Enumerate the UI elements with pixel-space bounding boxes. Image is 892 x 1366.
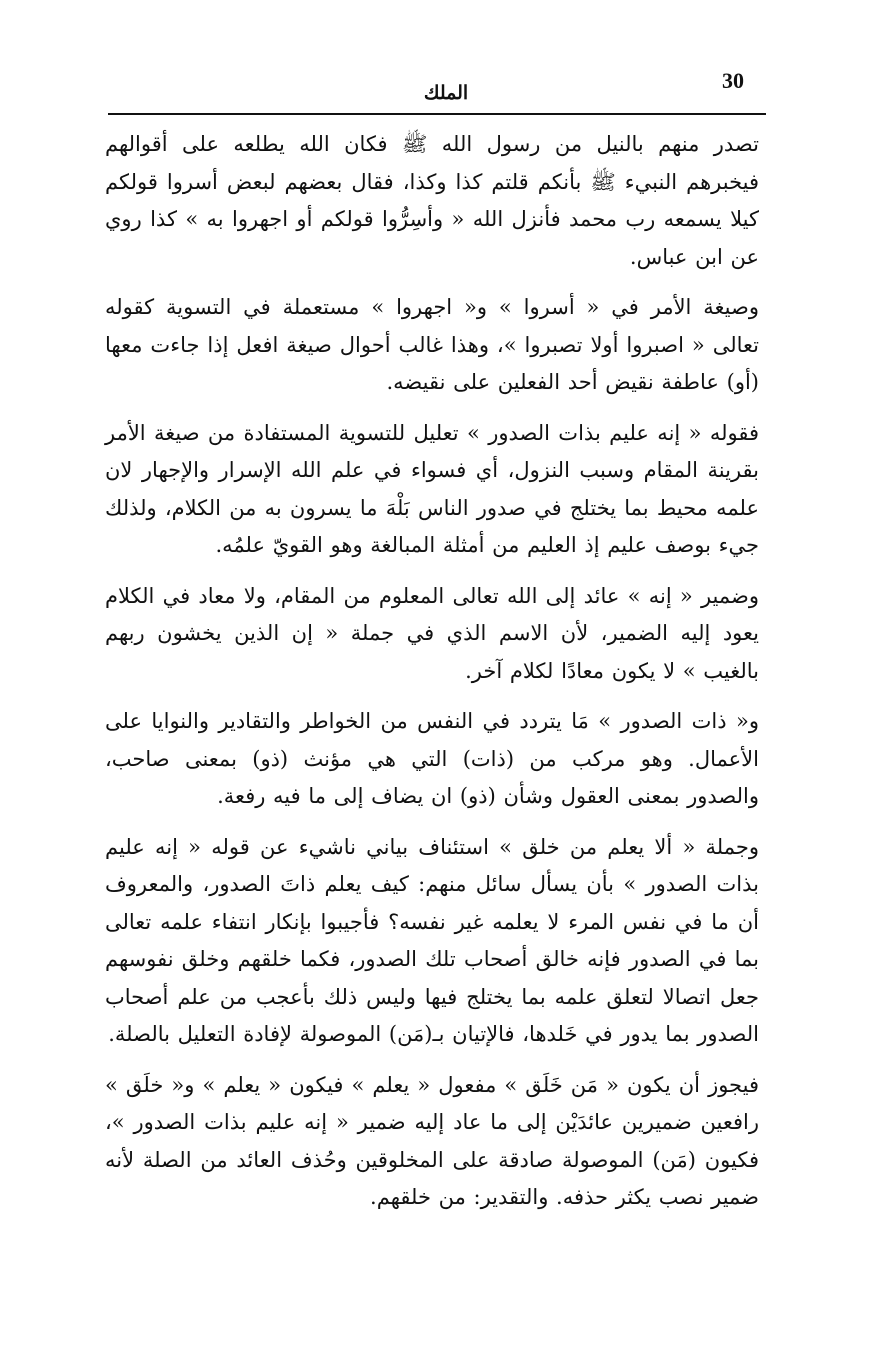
paragraph-6: وجملة « ألا يعلم من خلق » استئناف بياني ناشيء عن قوله « إنه عليم بذات الصدور » بأن يسأل سائل منهم: كيف يعلم ذاتَ الصدور، والمعروف أن ما في نفس المرء لا يعلمه غير نفسه؟ فأجيبوا بإنكار انتفاء علمه تعالى بما في الصدور فإنه خالق أصحاب تلك الصدور، فكما خلقهم وخلق نفوسهم جعل اتصالا لتعلق علمه بما يختلج فيها وليس ذلك بأعجب من علم أصحاب الصدور بما يدور في خَلدها، فالإتيان بـ(مَن) الموصولة لإفادة التعليل بالصلة. xyxy=(105,834,760,1046)
paragraph-4: وضمير « إنه » عائد إلى الله تعالى المعلوم من المقام، ولا معاد في الكلام يعود إليه الضمير، لأن الاسم الذي في جملة « إن الذين يخشون ربهم بالغيب » لا يكون معادًا لكلام آخر. xyxy=(105,583,759,683)
running-header-title: الملك xyxy=(423,82,469,104)
paragraph-5: و« ذات الصدور » مَا يتردد في النفس من الخواطر والتقادير والنوايا على الأعمال. وهو مركب من (ذات) التي هي مؤنث (ذو) بمعنى صاحب، والصدور بمعنى العقول وشأن (ذو) ان يضاف إلى ما فيه رفعة. xyxy=(105,709,759,808)
paragraph-7: فيجوز أن يكون « مَن خَلَق » مفعول « يعلم » فيكون « يعلم » و« خلَق » رافعين ضميرين عائدَيْن إلى ما عاد إليه ضمير « إنه عليم بذات الصدور »، فكيون (مَن) الموصولة صادقة على المخلوقين وحُذف العائد من الصلة لأنه ضمير نصب يكثر حذفه. والتقدير: من خلقهم. xyxy=(105,1072,759,1209)
body-text xyxy=(105,126,759,1230)
paragraph-3: فقوله « إنه عليم بذات الصدور » تعليل للتسوية المستفادة من صيغة الأمر بقرينة المقام وسبب النزول، أي فسواء في علم الله الإسرار والإجهار لان علمه محيط بما يختلج في صدور الناس بَلْهَ ما يسرون به من الكلام، ولذلك جيء بوصف عليم إذ العليم من أمثلة المبالغة وهو القويّ علمُه. xyxy=(105,420,759,557)
paragraph-1: تصدر منهم بالنيل من رسول الله ﷺ فكان الله يطلعه على أقوالهم فيخبرهم النبيء ﷺ بأنكم قلتم كذا وكذا، فقال بعضهم لبعض أسروا قولكم كيلا يسمعه رب محمد فأنزل الله « وأسِرُّوا قولكم أو اجهروا به » كذا روي عن ابن عباس. xyxy=(105,132,759,269)
paragraph-2: وصيغة الأمر في « أسروا » و« اجهروا » مستعملة في التسوية كقوله تعالى « اصبروا أولا تصبروا »، وهذا غالب أحوال صيغة افعل إذا جاءت معها (أو) عاطفة نقيض أحد الفعلين على نقيضه. xyxy=(105,295,759,394)
header-rule xyxy=(108,113,766,115)
page-number: 30 xyxy=(722,68,744,93)
